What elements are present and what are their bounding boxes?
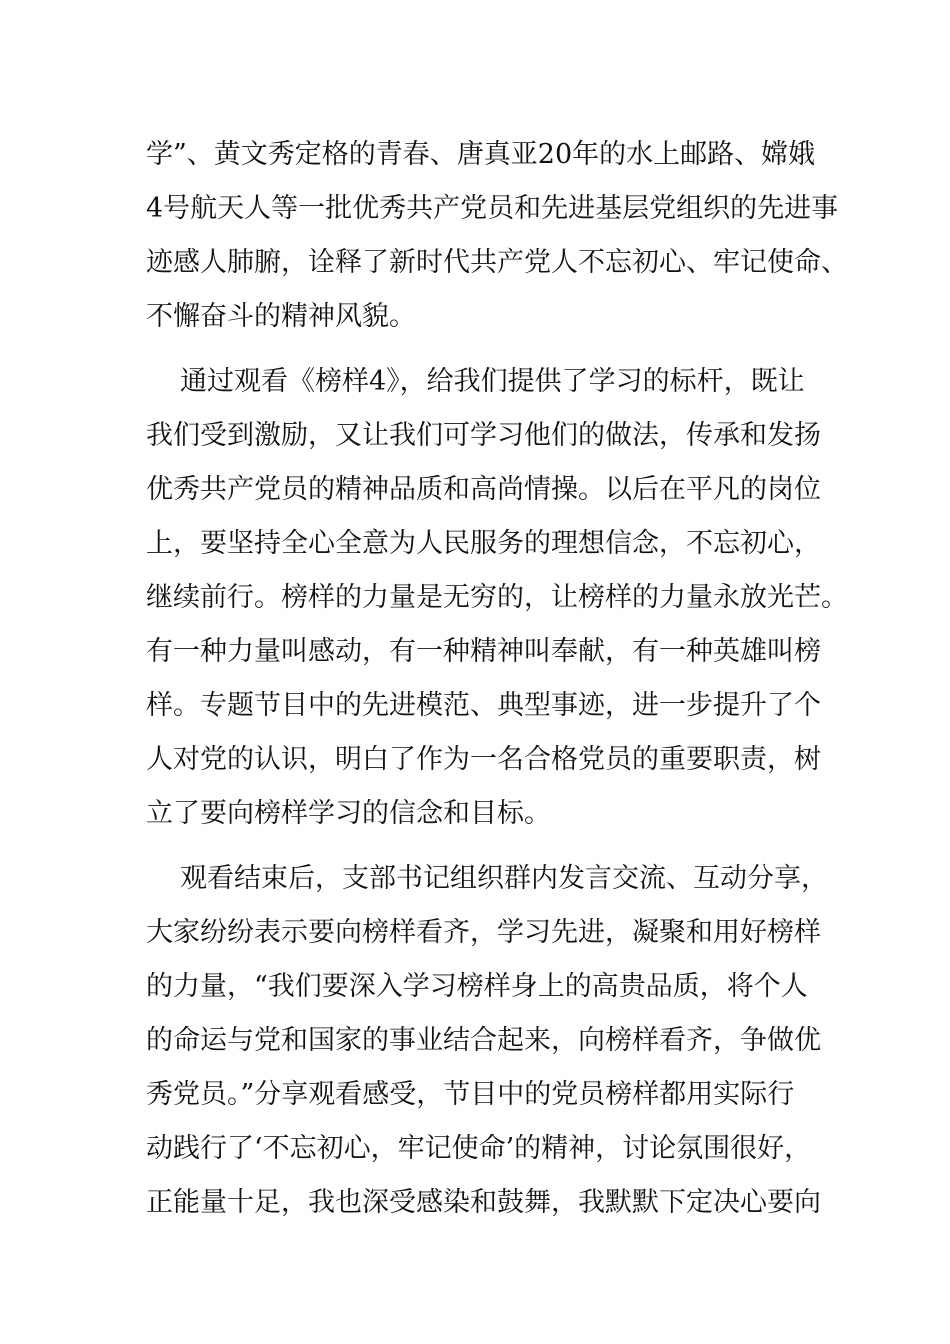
text-line-20: 正能量十足，我也深受感染和鼓舞，我默默下定决心要向	[146, 1187, 821, 1218]
text-line-13: 立了要向榜样学习的信念和目标。	[146, 798, 551, 829]
text-line-11: 样。专题节目中的先进模范、典型事迹，进一步提升了个	[146, 690, 821, 721]
text-line-15: 大家纷纷表示要向榜样看齐，学习先进，凝聚和用好榜样	[146, 917, 821, 948]
text-line-6: 我们受到激励，又让我们可学习他们的做法，传承和发扬	[146, 420, 821, 451]
text-line-16: 的力量，“我们要深入学习榜样身上的高贵品质，将个人	[146, 971, 808, 1002]
text-line-1: 学”、黄文秀定格的青春、唐真亚20年的水上邮路、嫦娥	[146, 139, 816, 170]
text-line-17: 的命运与党和国家的事业结合起来，向榜样看齐，争做优	[146, 1025, 821, 1056]
text-line-8: 上，要坚持全心全意为人民服务的理想信念，不忘初心，	[146, 528, 821, 559]
text-line-14: 观看结束后，支部书记组织群内发言交流、互动分享，	[180, 863, 828, 894]
text-line-10: 有一种力量叫感动，有一种精神叫奉献，有一种英雄叫榜	[146, 636, 821, 667]
text-line-19: 动践行了‘不忘初心，牢记使命’的精神，讨论氛围很好，	[146, 1133, 812, 1164]
body-text	[146, 128, 848, 1230]
text-line-12: 人对党的认识，明白了作为一名合格党员的重要职责，树	[146, 744, 821, 775]
text-line-4: 不懈奋斗的精神风貌。	[146, 301, 416, 332]
text-line-3: 迹感人肺腑，诠释了新时代共产党人不忘初心、牢记使命、	[146, 247, 848, 278]
text-line-18: 秀党员。”分享观看感受，节目中的党员榜样都用实际行	[146, 1079, 795, 1110]
text-line-5: 通过观看《榜样4》，给我们提供了学习的标杆，既让	[180, 366, 805, 397]
text-line-9: 继续前行。榜样的力量是无穷的，让榜样的力量永放光芒。	[146, 582, 848, 613]
text-line-7: 优秀共产党员的精神品质和高尚情操。以后在平凡的岗位	[146, 474, 821, 505]
text-line-2: 4号航天人等一批优秀共产党员和先进基层党组织的先进事	[146, 193, 839, 224]
